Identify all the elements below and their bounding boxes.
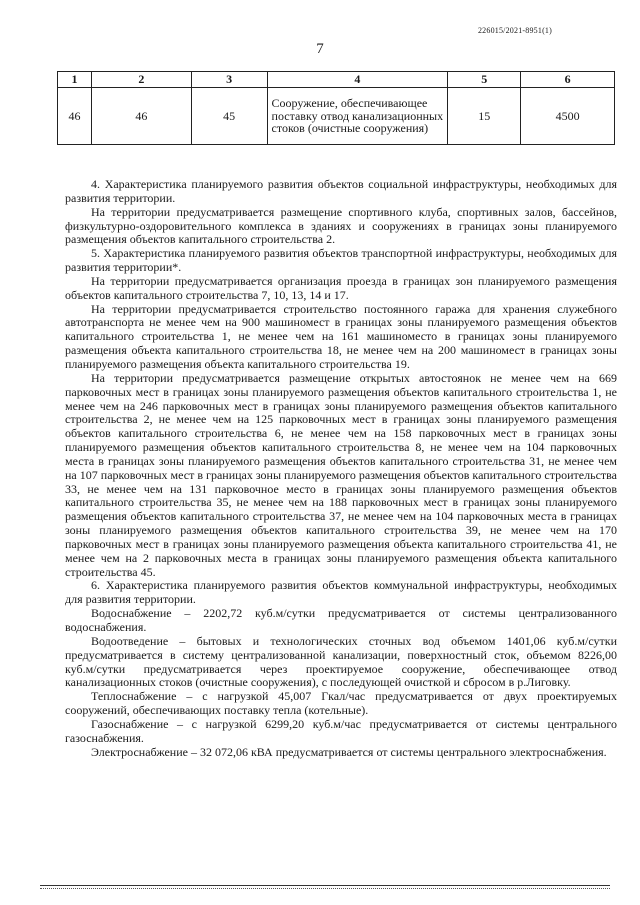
table-cell: 15: [448, 88, 521, 145]
page-bottom-rule-dotted: [40, 888, 610, 889]
table-cell-description: Сооружение, обеспечивающее поставку отвод канализационных стоков (очистные сооружения): [267, 88, 448, 145]
table-header-cell: 4: [267, 72, 448, 88]
table-header-cell: 5: [448, 72, 521, 88]
page-bottom-rule: [40, 885, 610, 886]
paragraph: Теплоснабжение – с нагрузкой 45,007 Гкал/час предусматривается от двух проектируемых сооружений, обеспечивающих поставку тепла (котельные).: [65, 689, 617, 718]
table-cell: 46: [91, 88, 191, 145]
paragraph: На территории предусматривается организация проезда в границах зон планируемого размещения объектов капитального строительства 7, 10, 13, 14 и 17.: [65, 273, 617, 302]
table-header-row: [58, 72, 615, 88]
table-row: [58, 88, 615, 145]
table-header-cell: 1: [58, 72, 92, 88]
paragraph: Газоснабжение – с нагрузкой 6299,20 куб.м/час предусматривается от системы центрального газоснабжения.: [65, 716, 617, 745]
section-heading-utilities: 6. Характеристика планируемого развития объектов коммунальной инфраструктуры, необходимых для развития территории.: [65, 578, 617, 607]
objects-table: [57, 71, 615, 145]
paragraph: Водоотведение – бытовых и технологических сточных вод объемом 1401,06 куб.м/сутки предусматривается в систему централизованной канализации, поверхностный сток, объемом 8226,00 куб.м/сутки предусматривается через проектируемое сооружение, обеспечивающее отвод канализационных стоков (очистные сооружения), с последующей очисткой и сбросом в р.Лиговку.: [65, 633, 617, 690]
table-header-cell: 6: [521, 72, 615, 88]
table-cell: 4500: [521, 88, 615, 145]
paragraph: На территории предусматривается размещение открытых автостоянок не менее чем на 669 парковочных мест в границах зоны планируемого размещения объектов капитального строительства 1, не менее чем на 246 парковочных мест в границах зоны планируемого размещения объектов капитального строительства 2, не менее чем на 125 парковочных мест в границах зоны планируемого размещения объектов капитального строительства 6, не менее чем на 158 парковочных мест в границах зоны планируемого размещения объектов капитального строительства 8, не менее чем на 104 парковочных места в границах зоны планируемого размещения объектов капитального строительства 31, не менее чем на 107 парковочных мест в границах зоны планируемого размещения объектов капитального строительства 33, не менее чем на 131 парковочное место в границах зоны планируемого размещения объектов капитального строительства 35, не менее чем на 188 парковочных мест в границах зоны планируемого размещения объектов капитального строительства 37, не менее чем на 104 парковочных места в границах зоны планируемого размещения объектов капитального строительства 39, не менее чем на 170 парковочных мест в границах зоны планируемого размещения объекта капитального строительства 41, не менее чем на 2 парковочных места в границах зоны планируемого размещения объекта капитального строительства 45.: [65, 370, 617, 579]
table-header-cell: 3: [191, 72, 267, 88]
document-id: 226015/2021-8951(1): [477, 26, 552, 35]
paragraph: Электроснабжение – 32 072,06 кВА предусматривается от системы центрального электроснабжения.: [91, 744, 607, 759]
page-number: 7: [316, 41, 324, 57]
section-heading-transport: 5. Характеристика планируемого развития объектов транспортной инфраструктуры, необходимых для развития территории*.: [65, 246, 617, 275]
paragraph: Водоснабжение – 2202,72 куб.м/сутки предусматривается от системы централизованного водоснабжения.: [65, 606, 617, 634]
table-cell: 45: [191, 88, 267, 145]
document-body: [65, 178, 617, 759]
section-heading-social: 4. Характеристика планируемого развития объектов социальной инфраструктуры, необходимых для развития территории.: [65, 177, 617, 205]
paragraph: На территории предусматривается размещение спортивного клуба, спортивных залов, бассейнов, физкультурно-оздоровительного комплекса в зданиях и сооружениях в границах зоны планируемого размещения объектов капитального строительства 2.: [65, 204, 617, 247]
table-cell: 46: [58, 88, 92, 145]
table-header-cell: 2: [91, 72, 191, 88]
paragraph: На территории предусматривается строительство постоянного гаража для хранения служебного автотранспорта не менее чем на 900 машиномест в границах зоны планируемого размещения объектов капитального строительства 1, не менее чем на 161 машиноместо в границах зоны планируемого размещения объекта капитального строительства 18, не менее чем на 200 машиномест в границах зоны планируемого размещения объекта капитального строительства 19.: [65, 301, 617, 371]
